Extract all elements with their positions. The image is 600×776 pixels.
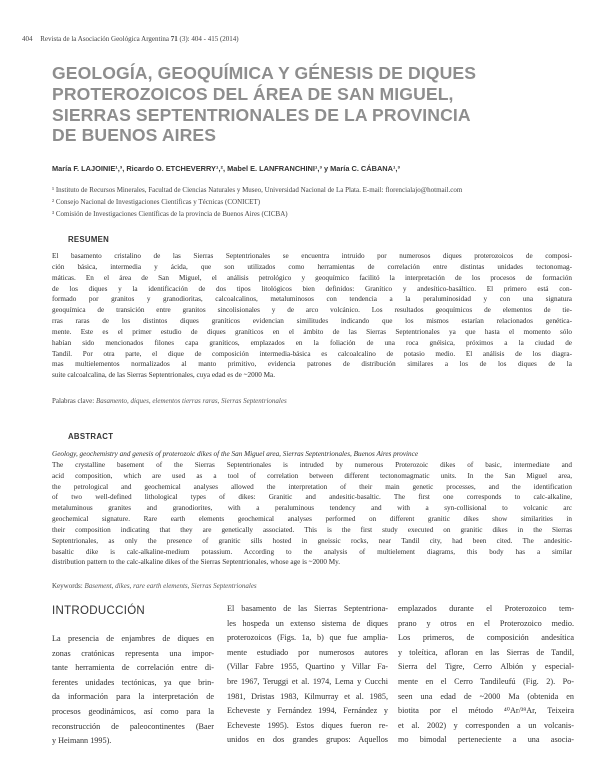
intro-line: proterozoicos (Figs. 1a, b) que fue amplia- [227,633,388,643]
intro-line: ferentes unidades tectónicas, ya que brin- [52,677,214,687]
intro-line: biotita por el método ⁴⁰Ar/³⁹Ar, Teixeira [398,706,574,716]
intro-line: et al. 2002) y corresponden a un volcanis- [398,720,574,730]
intro-column-1 [52,602,214,749]
resumen-line: de los diques y la identificación de dos tipos litológicos bien definidos: Granítico y andesítico-basáltico. El primero está con- [52,284,572,293]
abstract-line: distribution pattern to the calc-alkaline dikes of the Sierras Septentrionales, whose age is ~2000 My. [52,558,341,567]
abstract-line: geochemical signature. Rare earth elements geochemical analyses performed on different granitic dikes show similarities in [52,515,572,524]
resumen-line: habían sido mencionados filones capa graníticos, emplazados en la foliación de una roca gnéisica, próximos a la ciudad de [52,338,572,347]
abstract-line: acid composition, which are used as a tool of correlation between different tectonomagmatic units. In the San Miguel area, [52,471,572,480]
abstract-line: of two well-defined lithological types of dikes: Granitic and andesitic-basaltic. The first one corresponds to calc-alkaline, [52,493,572,502]
intro-line: mo bimodal perteneciente a una asocia- [398,735,574,745]
title-line: PROTEROZOICOS DEL ÁREA DE SAN MIGUEL, [52,83,454,104]
abstract-line: the petrological and geochemical analyses allowed the interpretation of their main genetic processes, and the identification [52,482,572,491]
resumen-line: formado por granitos y granodioritas, calcoalcalinos, metaluminosos con tendencia a la peraluminosidad y con una signatura [52,295,572,304]
affiliation: ³ Comisión de Investigaciones Científicas de la provincia de Buenos Aires (CICBA) [52,210,288,218]
title-line: DE BUENOS AIRES [52,125,217,146]
abstract-heading: ABSTRACT [68,432,114,441]
resumen-line: suite calcoalcalina, de las Sierras Septentrionales, cuya edad es de ~2000 Ma. [52,371,276,380]
title-line: GEOLOGÍA, GEOQUÍMICA Y GÉNESIS DE DIQUES [52,63,477,83]
intro-column-3 [398,602,574,748]
intro-line: La presencia de enjambres de diques en [52,634,214,643]
intro-line: y Heimann 1995). [52,736,112,746]
abstract-title [52,449,572,460]
abstract-line: The crystalline basement of the Sierras Septentrionales is intruded by numerous Proterozoic dikes of basic, intermediate and [52,460,572,469]
keywords-label: Keywords: [52,582,85,590]
resumen-line: El basamento cristalino de las Sierras Septentrionales se encuentra intruido por numerosos diques proterozoicos de composi- [52,252,572,260]
abstract-keywords [52,582,572,590]
resumen-heading: RESUMEN [68,235,110,244]
abstract-line: metaluminous granites and granodiorites, with a peraluminous tendency and with a syn-collisional to volcanic arc [52,504,572,513]
intro-line: reconstrucción de paleocontinentes (Baer [52,721,214,731]
introduction-heading: INTRODUCCIÓN [52,605,146,617]
running-header [22,35,582,43]
resumen-line: mas multielementos normalizados al manto primitivo, evidencia patrones de distribución similares a los de los diques de la [52,360,572,369]
intro-line: Echeveste 1995). Estos diques fueron re- [227,720,388,730]
intro-line: unidos en dos grandes grupos: Aquellos [227,735,388,745]
paper-title [52,63,572,146]
resumen-line: mente. Este es el primer estudio de diques graníticos en el ámbito de las Sierras Septentrionales ya que hasta el momento sólo [52,327,572,336]
intro-line: da información para la interpretación de [52,692,214,702]
intro-column-2 [227,602,388,748]
intro-line: 1981, Dristas 1983, Kilmurray et al. 1985, [227,691,388,701]
resumen-line: Tandil. Por otra parte, el dique de composición intermedia-básica es calcoalcalino de potasio medio. El análisis de los diagra- [52,349,572,358]
intro-line: procesos geodinámicos, así como para la [52,706,214,716]
intro-line: zonas cratónicas representa una impor- [52,648,214,658]
abstract-line: basaltic dike is calc-alkaline-medium potassium. According to the analysis of multielement diagrams, this body has a similar [52,547,572,556]
affiliation: ¹ Instituto de Recursos Minerales, Facultad de Ciencias Naturales y Museo, Universidad Nacional de La Plata. E-mail: florencialajo@hotmail.com [52,186,463,194]
author-list: María F. LAJOINIE¹,³, Ricardo O. ETCHEVERRY¹,², Mabel E. LANFRANCHINI¹,³ y María C. CÁBANA¹,³ [52,164,400,173]
intro-line: (Villar Fabre 1955, Quartino y Villar Fa- [227,662,388,672]
resumen-body [52,251,572,381]
intro-line: emplazados durante el Proterozoico tem- [398,604,574,613]
intro-line: El basamento de las Sierras Septentriona- [227,604,388,613]
keywords-list: Basement, dikes, rare earth elements, Sierras Septentrionales [84,582,257,590]
abstract-body [52,449,572,568]
intro-line: tante herramienta de correlación entre di- [52,663,214,673]
title-line: SIERRAS SEPTENTRIONALES DE LA PROVINCIA [52,104,471,125]
intro-line: Los primeros, de composición andesítica [398,633,574,643]
resumen-line: geoquímica de transición entre granitos sincolisionales y de arco volcánico. Los resultados geoquímicos de elementos de tie- [52,306,572,315]
page-number: 404 [22,35,33,43]
intro-line: y toleítica, afloran en las Sierras de Tandil, [398,647,574,657]
intro-line: Echeveste y Fernández 1994, Fernández y [227,706,388,716]
journal-volume: 71 [170,35,178,43]
intro-line: mente estudiado por numerosos autores [227,647,388,657]
resumen-line: máticas. En el área de San Miguel, el análisis petrológico y geoquímico facilitó la interpretación de los procesos de formación [52,273,572,282]
keywords-label: Palabras clave: [52,397,96,405]
intro-line: bre 1967, Teruggi et al. 1974, Lema y Cucchi [227,676,388,686]
resumen-line: ción básica, intermedia y ácida, que son utilizados como herramientas de correlación entre distintas unidades tectonomag- [52,262,572,271]
intro-line: prano y otros en el Proterozoico medio. [398,618,574,628]
abstract-line: Septentrionales, as only the presence of granitic sills hosted in gneissic rocks, near Tandil city, had been cited. The andesitic- [52,536,572,545]
intro-line: les hospeda un extenso sistema de diques [227,618,388,628]
abstract-line: their composition indicating that they are genetically associated. This is the first study executed on granitic dikes in the Sierras [52,525,572,534]
abstract-title-text: Geology, geochemistry and genesis of proterozoic dikes of the San Miguel area, Sierras Septentrionales, Buenos Aires province [52,450,419,458]
resumen-line: rras raras de los distintos diques graníticos evidencian similitudes indicando que los mismos estarían relacionados genética- [52,317,572,326]
intro-line: Sierra del Tigre, Cerro Albión y especial- [398,662,574,672]
journal-name: Revista de la Asociación Geológica Argentina [40,35,171,43]
resumen-keywords [52,397,572,405]
intro-line: mente en el Cerro Tandileufú (Fig. 2). Po- [398,676,574,686]
intro-line: seen una edad de ~2000 Ma (obtenida en [398,691,574,701]
affiliation: ² Consejo Nacional de Investigaciones Científicas y Técnicas (CONICET) [52,198,261,206]
keywords-list: Basamento, diques, elementos tierras raras, Sierras Septentrionales [95,397,287,405]
journal-issue-pages: (3): 404 - 415 (2014) [177,35,239,43]
